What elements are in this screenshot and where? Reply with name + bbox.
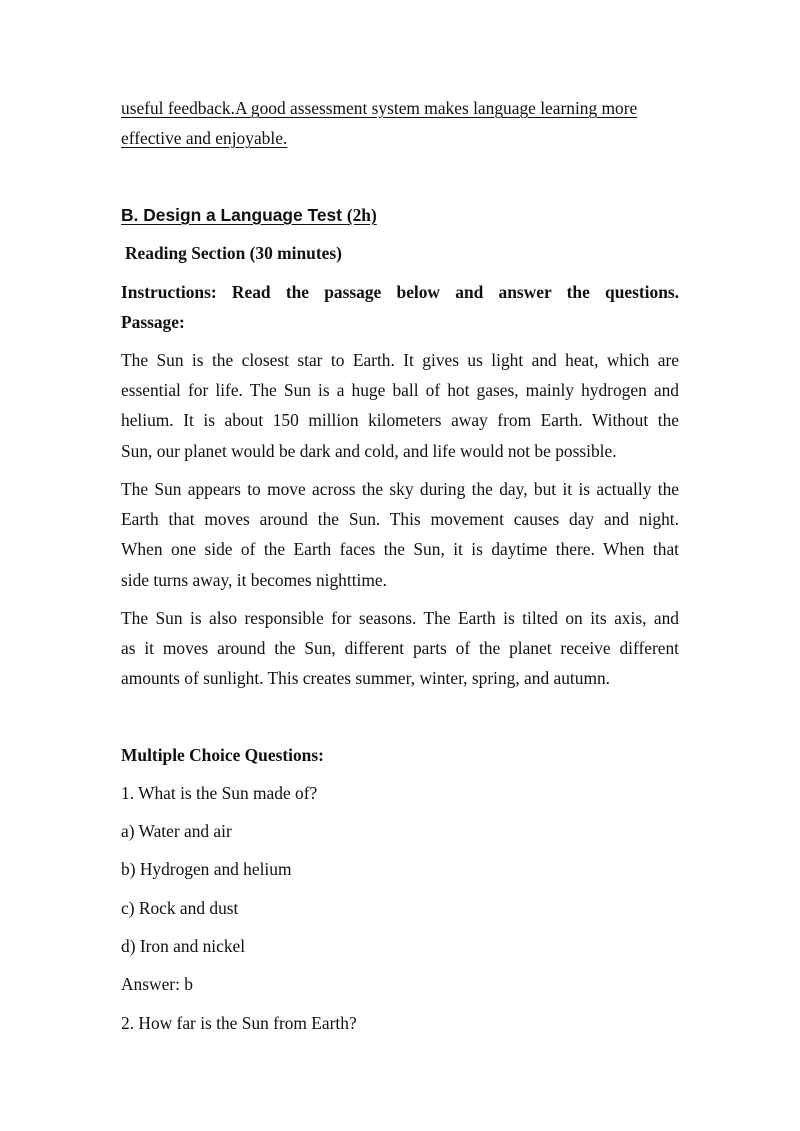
question-1-option-d: d) Iron and nickel	[121, 936, 246, 956]
question-1-option-b: b) Hydrogen and helium	[121, 859, 292, 879]
passage-p1-line-4: Sun, our planet would be dark and cold, and life would not be possible.	[121, 440, 617, 461]
passage-p3-line-1: The Sun is also responsible for seasons. The Earth is tilted on its axis, and	[121, 608, 679, 628]
passage-p1-line-1: The Sun is the closest star to Earth. It gives us light and heat, which are	[121, 350, 679, 370]
intro-line-2: effective and enjoyable.	[121, 128, 288, 148]
passage-p2-line-1: The Sun appears to move across the sky during the day, but it is actually the	[121, 479, 679, 499]
passage-paragraph-2	[121, 474, 679, 595]
section-heading-main: B. Design a Language Test	[121, 205, 347, 225]
intro-line-1: useful feedback.A good assessment system makes language learning more	[121, 98, 638, 118]
question-1: 1. What is the Sun made of?	[121, 783, 318, 803]
reading-section-title: Reading Section (30 minutes)	[125, 243, 342, 263]
question-1-option-a: a) Water and air	[121, 821, 232, 841]
question-1-option-c: c) Rock and dust	[121, 898, 239, 918]
mcq-title: Multiple Choice Questions:	[121, 745, 324, 765]
passage-p3-line-3: amounts of sunlight. This creates summer, winter, spring, and autumn.	[121, 668, 611, 689]
passage-p3-line-2: as it moves around the Sun, different parts of the planet receive different	[121, 638, 679, 659]
question-1-answer: Answer: b	[121, 974, 193, 994]
passage-p2-line-3: When one side of the Earth faces the Sun, it is daytime there. When that	[121, 539, 679, 560]
passage-p1-line-2: essential for life. The Sun is a huge ball of hot gases, mainly hydrogen and	[121, 380, 679, 401]
section-heading	[121, 204, 377, 226]
passage-p2-line-4: side turns away, it becomes nighttime.	[121, 569, 387, 590]
instructions-line: Instructions: Read the passage below and answer the questions.	[121, 282, 679, 302]
section-heading-hours: (2h)	[346, 205, 377, 225]
question-2: 2. How far is the Sun from Earth?	[121, 1013, 357, 1033]
passage-label: Passage:	[121, 312, 185, 332]
passage-p1-line-3: helium. It is about 150 million kilometers away from Earth. Without the	[121, 410, 679, 431]
passage-p2-line-2: Earth that moves around the Sun. This movement causes day and night.	[121, 509, 679, 530]
passage-paragraph-3	[121, 603, 679, 694]
passage-paragraph-1	[121, 345, 679, 466]
